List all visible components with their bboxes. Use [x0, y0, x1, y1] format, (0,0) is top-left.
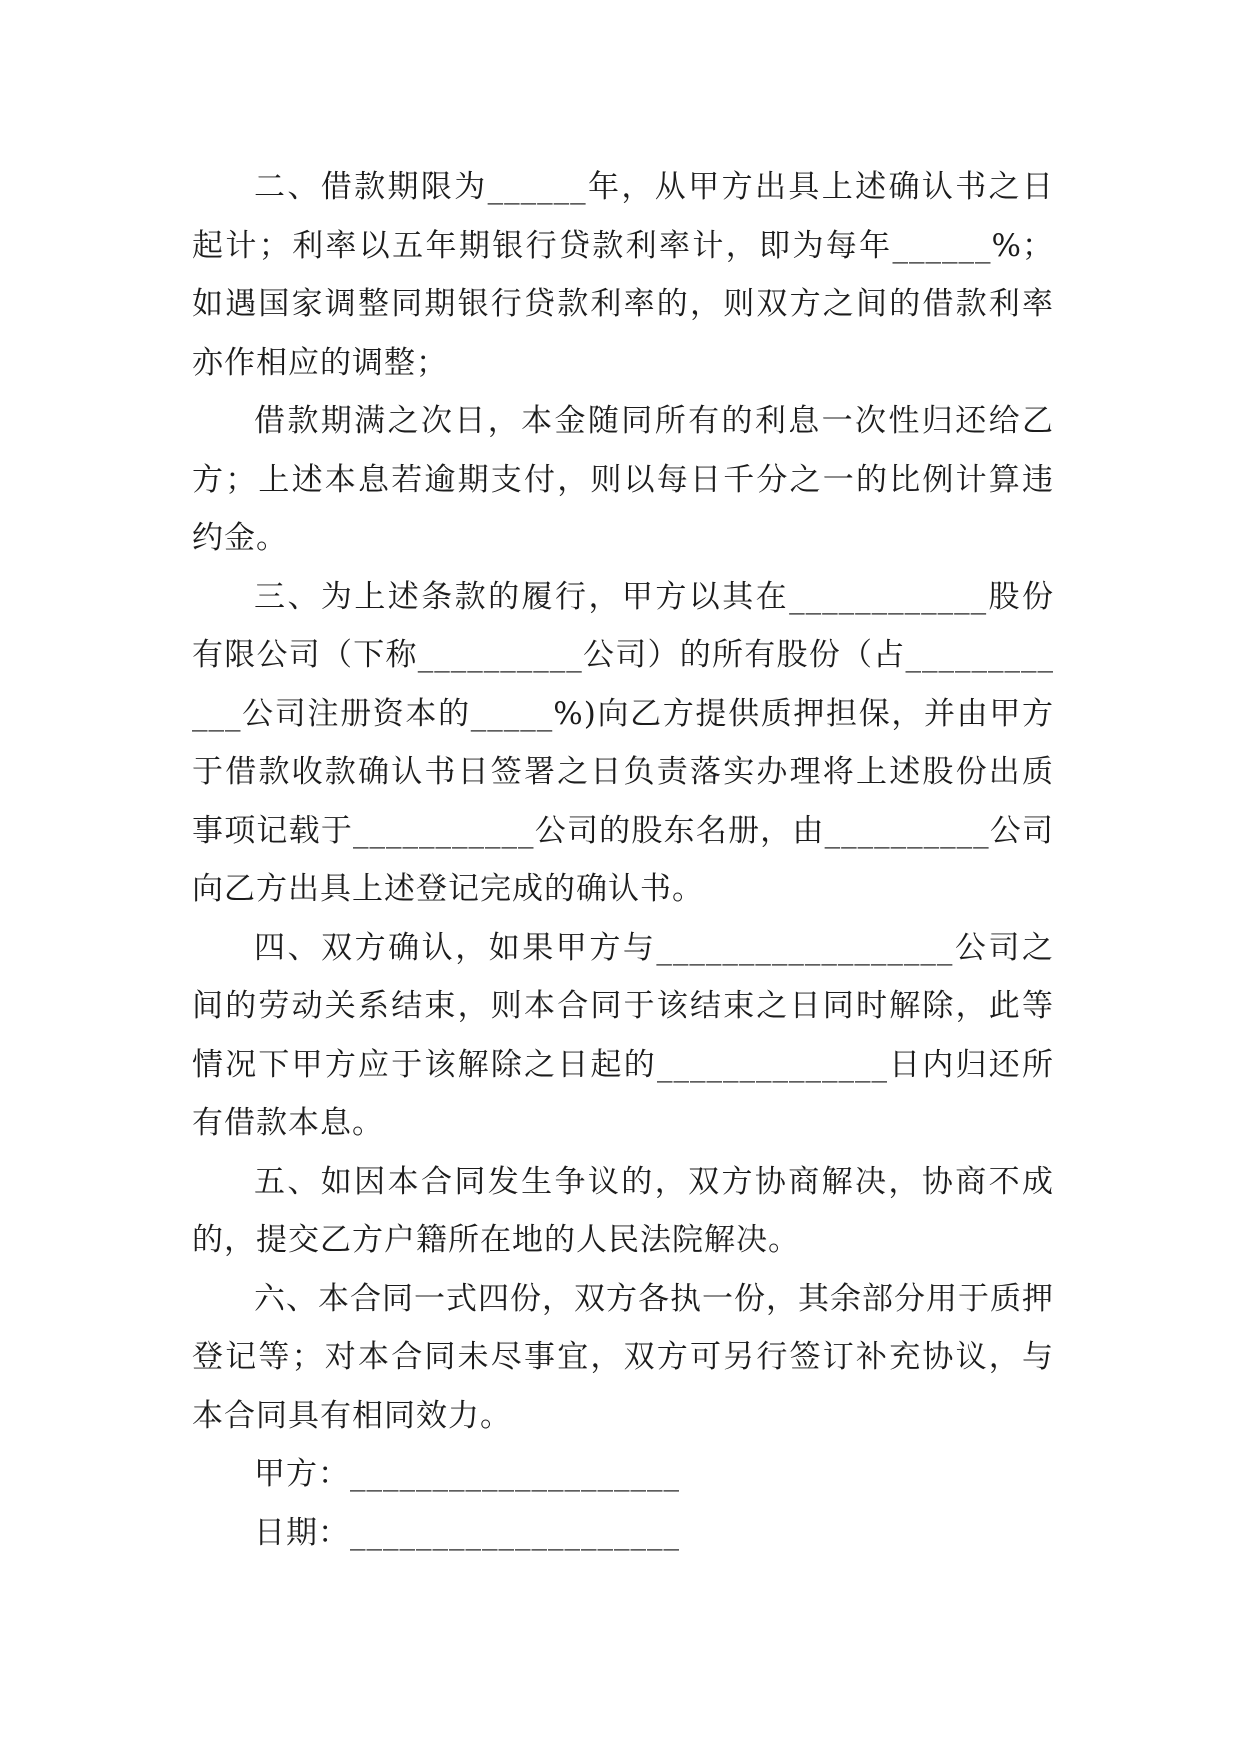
- clause-termination: 四、双方确认，如果甲方与__________________公司之间的劳动关系结束，则本合同于该结束之日同时解除，此等情况下甲方应于该解除之日起的______________日内归还所有借款本息。: [192, 929, 1054, 1141]
- clause-copies: 六、本合同一式四份，双方各执一份，其余部分用于质押登记等；对本合同未尽事宜，双方可另行签订补充协议，与本合同具有相同效力。: [192, 1280, 1054, 1434]
- clause-dispute: 五、如因本合同发生争议的，双方协商解决，协商不成的，提交乙方户籍所在地的人民法院解决。: [192, 1163, 1054, 1258]
- contract-body: [192, 158, 1054, 1562]
- clause-pledge: 三、为上述条款的履行，甲方以其在____________股份有限公司（下称__________公司）的所有股份（占____________公司注册资本的_____%)向乙方提供质押担保，并由甲方于借款收款确认书日签署之日负责落实办理将上述股份出质事项记载于___________公司的股东名册，由__________公司向乙方出具上述登记完成的确认书。: [192, 578, 1054, 907]
- signature-date: 日期：____________________: [254, 1514, 680, 1551]
- clause-repayment: 借款期满之次日，本金随同所有的利息一次性归还给乙方；上述本息若逾期支付，则以每日千分之一的比例计算违约金。: [192, 403, 1054, 556]
- clause-loan-term: 二、借款期限为______年，从甲方出具上述确认书之日起计；利率以五年期银行贷款利率计，即为每年______%；如遇国家调整同期银行贷款利率的，则双方之间的借款利率亦作相应的调整；: [192, 169, 1054, 381]
- signature-party-a: 甲方：____________________: [254, 1456, 680, 1492]
